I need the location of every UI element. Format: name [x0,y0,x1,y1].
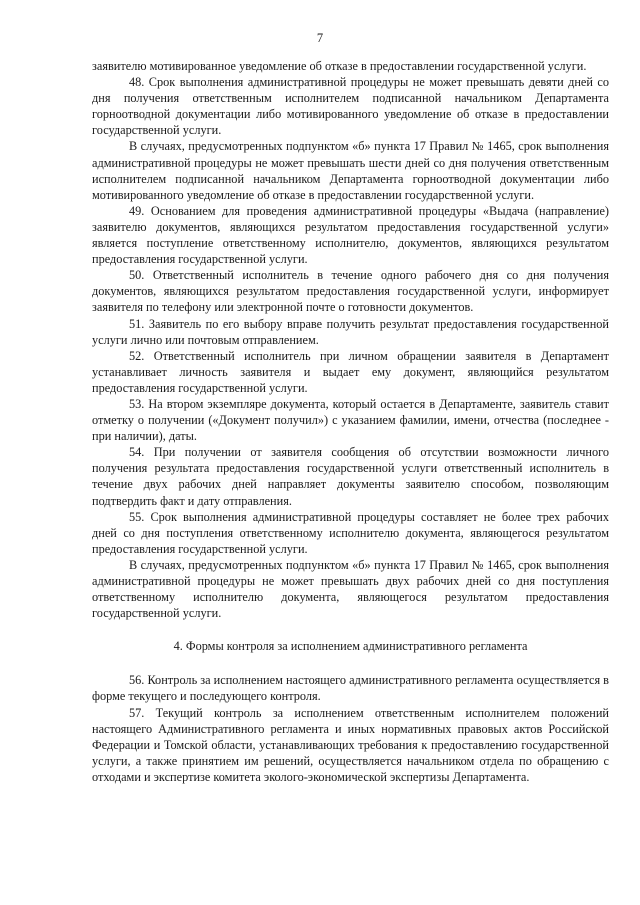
paragraph-54: 54. При получении от заявителя сообщения об отсутствии возможности личного получения результата предоставления государственной услуги ответственный исполнитель в течение двух рабочих дней направляет документы заявителю способом, позволяющим подтвердить факт и дату отправления. [92,445,609,508]
paragraph-55: 55. Срок выполнения административной процедуры составляет не более трех рабочих дней со дня поступления ответственному исполнителю документа, являющегося результатом предоставления государственной услуги. [92,509,609,556]
paragraph-50: 50. Ответственный исполнитель в течение одного рабочего дня со дня получения документов, являющихся результатом предоставления государственной услуги, информирует заявителя по телефону или электронной почте о готовности документов. [92,268,609,315]
paragraph-57: 57. Текущий контроль за исполнением ответственным исполнителем положений настоящего Административного регламента и иных нормативных правовых актов Российской Федерации и Томской области, устанавливающих требования к предоставлению государственной услуги, а также принятием им решений, осуществляется начальником отдела по обращению с отходами и экспертизе комитета эколого-экономической экспертизы Департамента. [92,705,609,784]
paragraph-55-exception: В случаях, предусмотренных подпунктом «б» пункта 17 Правил № 1465, срок выполнения административной процедуры не может превышать двух рабочих дней со дня поступления ответственному исполнителю документа, являющегося результатом предоставления государственной услуги. [92,557,609,621]
paragraph-51: 51. Заявитель по его выбору вправе получить результат предоставления государственной услуги лично или почтовым отправлением. [92,316,609,347]
paragraph-48: 48. Срок выполнения административной процедуры не может превышать девяти дней со дня получения ответственным исполнителем подписанной начальником Департамента горноотводной документации либо мотивированного уведомление об отказе в предоставлении государственной услуги. [92,75,609,138]
paragraph-53: 53. На втором экземпляре документа, который остается в Департаменте, заявитель ставит отметку о получении («Документ получил») с указанием фамилии, имени, отчества (последнее - при наличии), даты. [92,396,609,444]
paragraph-56: 56. Контроль за исполнением настоящего административного регламента осуществляется в форме текущего и последующего контроля. [92,673,609,704]
page-number: 7 [316,31,324,45]
paragraph-48-exception: В случаях, предусмотренных подпунктом «б» пункта 17 Правил № 1465, срок выполнения административной процедуры не может превышать шести дней со дня получения ответственным исполнителем подписанной начальником Департамента горноотводной документации либо мотивированного уведомление об отказе в предоставлении государственной услуги. [92,139,609,202]
paragraph-52: 52. Ответственный исполнитель при личном обращении заявителя в Департамент устанавливает личность заявителя и выдает ему документ, являющийся результатом предоставления государственной услуги. [92,348,609,395]
paragraph-49: 49. Основанием для проведения административной процедуры «Выдача (направление) заявителю документов, являющихся результатом предоставления государственной услуги» является поступление ответственному исполнителю, документов, являющихся результатом предоставления государственной услуги. [92,203,609,267]
section-heading: 4. Формы контроля за исполнением административного регламента [173,639,528,654]
document-body [92,58,609,785]
paragraph-continuation: заявителю мотивированное уведомление об отказе в предоставлении государственной услуги. [92,59,587,73]
